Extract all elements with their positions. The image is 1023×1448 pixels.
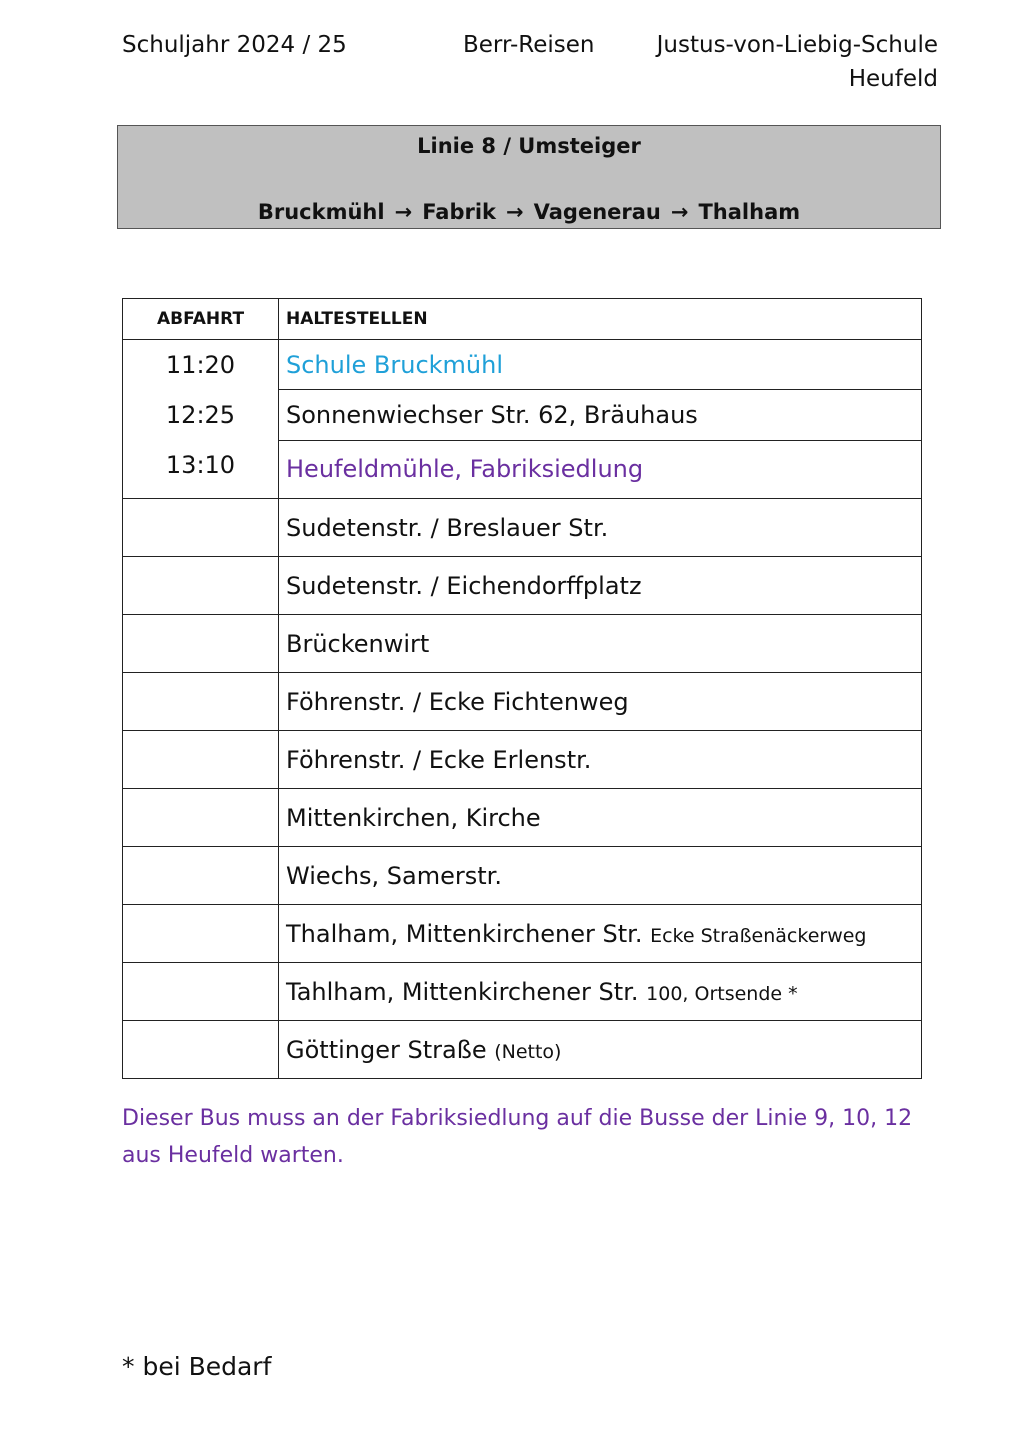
route-stop: Thalham [698,200,801,224]
empty-time-cell [123,499,279,557]
stop-detail: (Netto) [494,1040,562,1063]
stop-detail: 100, Ortsende * [646,982,798,1005]
empty-time-cell [123,615,279,673]
footnote: * bei Bedarf [122,1352,272,1381]
stop-name: Heufeldmühle, Fabriksiedlung [279,440,922,498]
departure-times-cell [123,340,279,499]
empty-time-cell [123,673,279,731]
school-name-line2: Heufeld [848,66,938,92]
table-row [123,673,922,731]
empty-time-cell [123,905,279,963]
departure-time: 11:20 [165,351,236,379]
table-row [123,615,922,673]
empty-time-cell [123,557,279,615]
stop-name: Schule Bruckmühl [279,340,922,390]
arrow-right-icon: → [394,200,413,224]
route-stop: Bruckmühl [257,200,385,224]
stop-name: Sudetenstr. / Eichendorffplatz [279,557,922,615]
departure-time: 12:25 [165,401,236,429]
empty-time-cell [123,1021,279,1079]
route-banner [117,125,941,229]
route-summary [118,200,940,224]
column-header-stops: HALTESTELLEN [279,299,922,340]
stop-name: Mittenkirchen, Kirche [279,789,922,847]
table-row [123,847,922,905]
table-row [123,499,922,557]
table-row [123,905,922,963]
school-year: Schuljahr 2024 / 25 [122,32,347,58]
empty-time-cell [123,731,279,789]
table-row [123,557,922,615]
table-row [123,963,922,1021]
school-name [657,28,938,96]
table-row [123,731,922,789]
school-name-line1: Justus-von-Liebig-Schule [656,32,938,58]
stop-name: Sudetenstr. / Breslauer Str. [279,499,922,557]
transfer-note: Dieser Bus muss an der Fabriksiedlung auf die Busse der Linie 9, 10, 12 aus Heufeld warten. [122,1106,913,1168]
stop-cell [279,905,922,963]
table-row [123,789,922,847]
route-stop: Vagenerau [533,200,661,224]
route-stop: Fabrik [422,200,497,224]
empty-time-cell [123,963,279,1021]
stop-cell [279,963,922,1021]
stop-name: Thalham, Mittenkirchener Str. [286,919,643,948]
table-row [123,340,922,390]
bus-company: Berr-Reisen [463,32,595,58]
arrow-right-icon: → [506,200,524,224]
stop-cell [279,1021,922,1079]
empty-time-cell [123,789,279,847]
arrow-right-icon: → [670,200,689,224]
empty-time-cell [123,847,279,905]
departure-time: 13:10 [165,451,236,479]
stop-detail: Ecke Straßenäckerweg [650,924,867,947]
column-header-departure: ABFAHRT [123,299,279,340]
table-row [123,1021,922,1079]
stop-name: Sonnenwiechser Str. 62, Bräuhaus [279,390,922,440]
table-header-row [123,299,922,340]
line-title: Linie 8 / Umsteiger [417,134,641,158]
stop-name: Wiechs, Samerstr. [279,847,922,905]
stop-name: Föhrenstr. / Ecke Fichtenweg [279,673,922,731]
stop-name: Tahlham, Mittenkirchener Str. [286,977,639,1006]
stop-name: Göttinger Straße [286,1035,487,1064]
stop-name: Föhrenstr. / Ecke Erlenstr. [279,731,922,789]
stop-name: Brückenwirt [279,615,922,673]
timetable [122,298,922,1079]
